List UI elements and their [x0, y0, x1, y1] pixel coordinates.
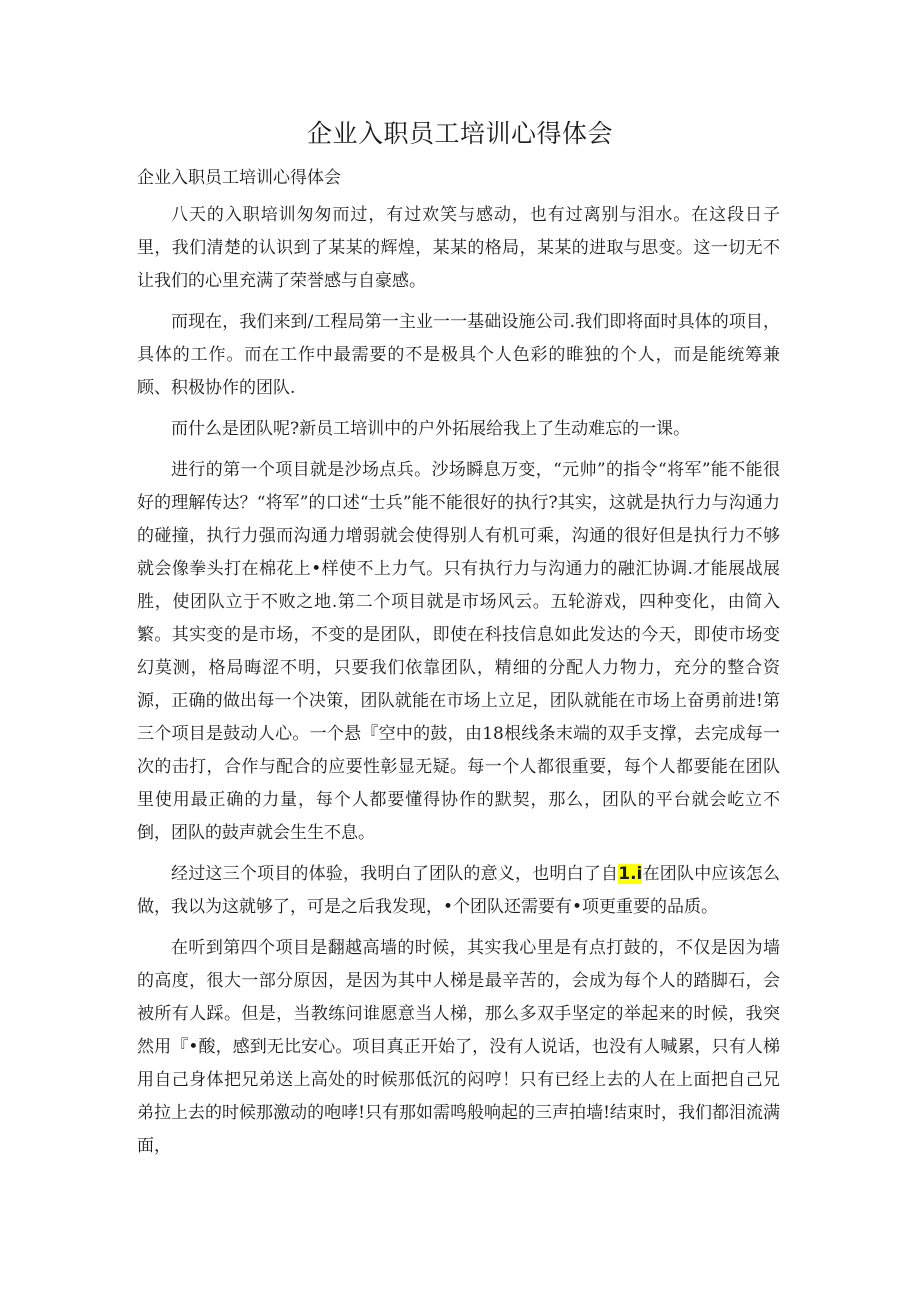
document-body [137, 162, 780, 1171]
paragraph-3: 而什么是团队呢?新员工培训中的户外拓展给我上了生动难忘的一课。 [171, 419, 691, 439]
paragraph-5 [137, 858, 780, 924]
paragraph-5-before: 经过这三个项目的体验，我明白了团队的意义，也明白了自 [171, 864, 619, 884]
paragraph-2: 而现在，我们来到/工程局第一主业一一基础设施公司.我们即将面时具体的项目，具体的工作。而在工作中最需要的不是极具个人色彩的睢独的个人，而是能统筹兼顾、积极协作的团队. [137, 312, 780, 398]
document-title: 企业入职员工培训心得体会 [306, 119, 613, 148]
document-subtitle: 企业入职员工培训心得体会 [137, 168, 341, 188]
highlighted-text: 1.i [618, 864, 643, 884]
paragraph-4: 进行的第一个项目就是沙场点兵。沙场瞬息万变，“元帅”的指令“将军”能不能很好的理解传达？“将军”的口述“士兵”能不能很好的执行?其实，这就是执行力与沟通力的碰撞，执行力强而沟通力增弱就会使得别人有机可乘，沟通的很好但是执行力不够就会像拳头打在棉花上•样使不上力气。只有执行力与沟通力的融汇协调.才能展战展胜，使团队立于不败之地.第二个项目就是市场风云。五轮游戏，四种变化，由简入繁。其实变的是市场，不变的是团队，即使在科技信息如此发达的今天，即使市场变幻莫测，格局晦涩不明，只要我们依靠团队，精细的分配人力物力，充分的整合资源，正确的做出每一个决策，团队就能在市场上立足，团队就能在市场上奋勇前进!第三个项目是鼓动人心。一个悬『空中的鼓，由18根线条末端的双手支撑，去完成每一次的击打，合作与配合的应要性彰显无疑。每一个人都很重要，每个人都要能在团队里使用最正确的力量，每个人都要懂得协作的默契，那么，团队的平台就会屹立不倒，团队的鼓声就会生生不息。 [137, 460, 780, 843]
paragraph-6: 在听到第四个项目是翻越高墙的时候，其实我心里是有点打鼓的，不仅是因为墙的高度，很大一部分原因，是因为其中人梯是最辛苦的，会成为每个人的踏脚石，会被所有人踩。但是，当教练问谁愿意当人梯，那么多双手坚定的举起来的时候，我突然用『•酸，感到无比安心。项目真正开始了，没有人说话，也没有人喊累，只有人梯用自己身体把兄弟送上高处的时候那低沉的闷哼！只有已经上去的人在上面把自己兄弟拉上去的时候那激动的咆哮!只有那如需鸣般响起的三声拍墙!结束时，我们都泪流满面， [137, 938, 780, 1156]
paragraph-1: 八天的入职培训匆匆而过，有过欢笑与感动，也有过离别与泪水。在这段日子里，我们清楚的认识到了某某的辉煌，某某的格局，某某的进取与思变。这一切无不让我们的心里充满了荣誉感与自豪感。 [137, 205, 780, 291]
paragraph-5-after: 在团队中应该怎么做，我以为这就够了，可是之后我发现，•个团队还需要有•项更重要的品质。 [137, 864, 781, 917]
